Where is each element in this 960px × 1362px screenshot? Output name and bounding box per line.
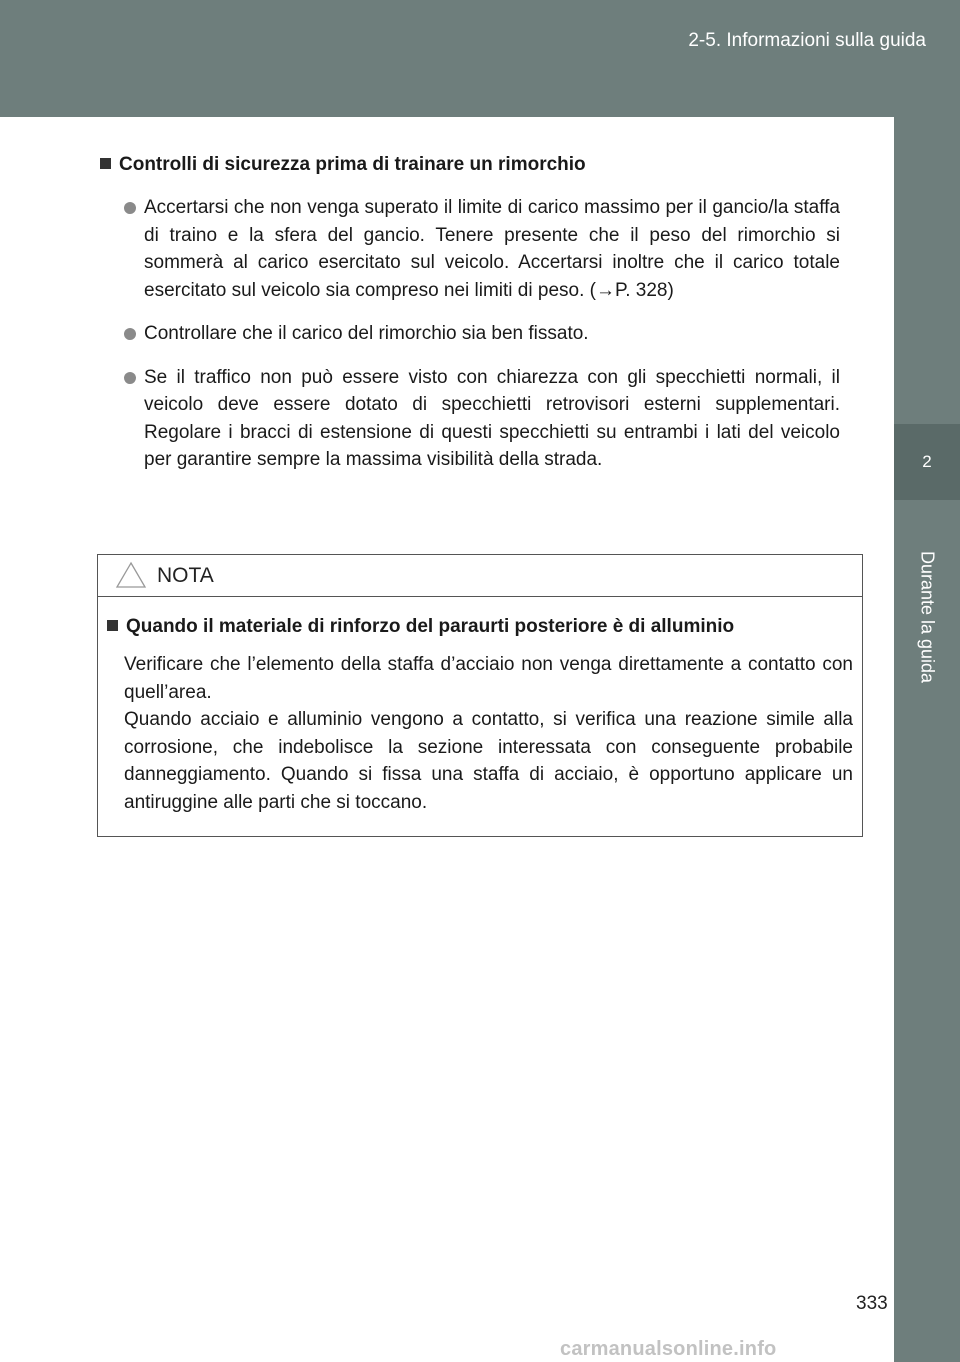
note-paragraph: Verificare che l’elemento della staffa d’acciaio non venga direttamente a contatto con quell’area. (124, 654, 853, 703)
safety-check-list (124, 194, 840, 490)
note-header (98, 555, 862, 597)
header-title: 2-5. Informazioni sulla guida (688, 30, 926, 51)
note-box (97, 554, 863, 837)
watermark: carmanualsonline.info (560, 1338, 777, 1360)
section-heading-text: Controlli di sicurezza prima di trainare un rimorchio (119, 154, 586, 175)
list-item: Controllare che il carico del rimorchio sia ben fissato. (124, 320, 840, 348)
square-bullet-icon (100, 158, 111, 169)
chapter-side-tab (894, 117, 960, 1362)
note-title: NOTA (157, 564, 214, 587)
list-item: Accertarsi che non venga superato il limite di carico massimo per il gancio/la staffa di traino e la sfera del gancio. Tenere presente che il peso del rimorchio si sommerà al carico esercitato sul veicolo. Accertarsi inoltre che il carico totale esercitato sul veicolo sia compreso nei limiti di peso. (→P. 328) (124, 194, 840, 304)
square-bullet-icon (107, 620, 118, 631)
note-heading (107, 616, 734, 638)
note-body (124, 651, 853, 816)
list-item: Se il traffico non può essere visto con chiarezza con gli specchietti normali, il veicolo deve essere dotato di specchietti retrovisori esterni supplementari. Regolare i bracci di estensione di questi specchietti su entrambi i lati del veicolo per garantire sempre la massima visibilità della strada. (124, 364, 840, 474)
section-heading (100, 154, 586, 176)
page-number: 333 (856, 1293, 888, 1314)
warning-triangle-icon (115, 561, 147, 589)
chapter-label: Durante la guida (917, 550, 938, 684)
page-header (0, 0, 960, 117)
note-paragraph: Quando acciaio e alluminio vengono a contatto, si verifica una reazione simile alla corrosione, che indebolisce la sezione interessata con conseguente probabile danneggiamento. Quando si fissa una staffa di acciaio, è opportuno applicare un antiruggine alle parti che si toccano. (124, 709, 853, 813)
chapter-number: 2 (894, 424, 960, 500)
note-heading-text: Quando il materiale di rinforzo del paraurti posteriore è di alluminio (126, 616, 735, 637)
